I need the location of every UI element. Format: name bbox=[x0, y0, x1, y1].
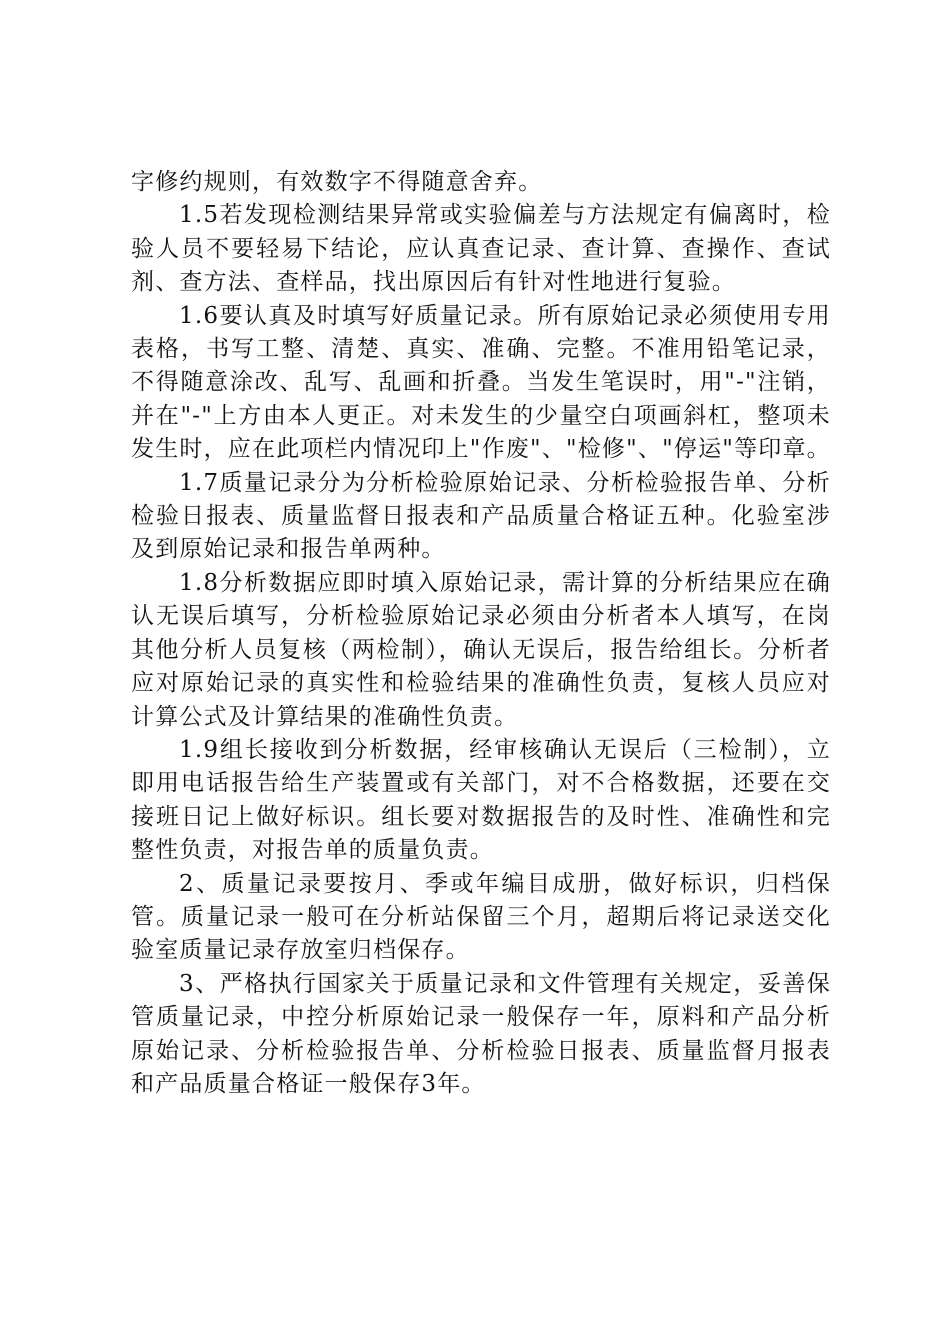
paragraph-1-9: 1.9组长接收到分析数据，经审核确认无误后（三检制），立即用电话报告给生产装置或有关部门，对不合格数据，还要在交接班日记上做好标识。组长要对数据报告的及时性、准确性和完整性负责，对报告单的质量负责。 bbox=[131, 736, 831, 864]
paragraph-continuation: 字修约规则，有效数字不得随意舍弃。 bbox=[131, 169, 543, 195]
paragraph-1-8: 1.8分析数据应即时填入原始记录，需计算的分析结果应在确认无误后填写，分析检验原始记录必须由分析者本人填写，在岗其他分析人员复核（两检制），确认无误后，报告给组长。分析者应对原始记录的真实性和检验结果的准确性负责，复核人员应对计算公式及计算结果的准确性负责。 bbox=[131, 569, 831, 730]
paragraph-1-6: 1.6要认真及时填写好质量记录。所有原始记录必须使用专用表格，书写工整、清楚、真实、准确、完整。不准用铅笔记录，不得随意涂改、乱写、乱画和折叠。当发生笔误时，用"-"注销，并在"-"上方由本人更正。对未发生的少量空白项画斜杠，整项未发生时，应在此项栏内情况印上"作废"、"检修"、"停运"等印章。 bbox=[131, 302, 831, 463]
paragraph-1-7: 1.7质量记录分为分析检验原始记录、分析检验报告单、分析检验日报表、质量监督日报表和产品质量合格证五种。化验室涉及到原始记录和报告单两种。 bbox=[131, 469, 831, 563]
paragraph-1-5: 1.5若发现检测结果异常或实验偏差与方法规定有偏离时，检验人员不要轻易下结论，应认真查记录、查计算、查操作、查试剂、查方法、查样品，找出原因后有针对性地进行复验。 bbox=[131, 202, 831, 296]
document-body bbox=[131, 166, 831, 1101]
paragraph-3: 3、严格执行国家关于质量记录和文件管理有关规定，妥善保管质量记录，中控分析原始记录一般保存一年，原料和产品分析原始记录、分析检验报告单、分析检验日报表、质量监督月报表和产品质量合格证一般保存3年。 bbox=[131, 970, 831, 1097]
paragraph-2: 2、质量记录要按月、季或年编目成册，做好标识，归档保管。质量记录一般可在分析站保留三个月，超期后将记录送交化验室质量记录存放室归档保存。 bbox=[131, 870, 831, 964]
